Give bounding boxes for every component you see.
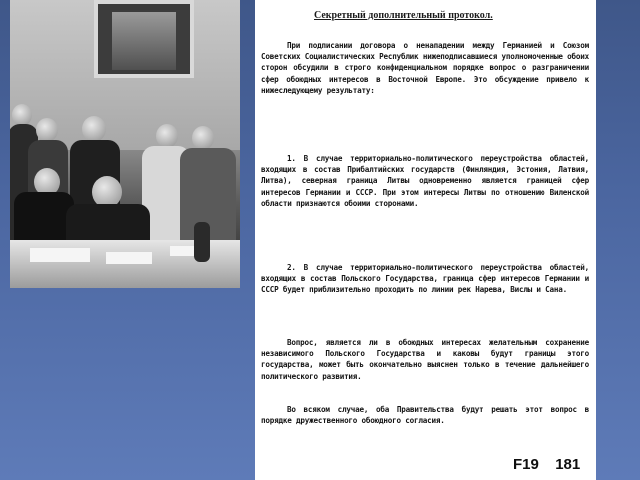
figure-head [12, 104, 32, 126]
document-paragraph-3: Вопрос, является ли в обоюдных интересах желательным сохранение независимого Польского Государства и каковы будут границы этого государства, может быть окончательно выяснен только в течение дальнейшего политического развития. [261, 338, 589, 381]
document-paragraph-1: 1. В случае территориально-политического переустройства областей, входящих в состав Прибалтийских государств (Финляндия, Эстония, Латвия, Литва), северная граница Литвы одновременно является границей сфер интересов Германии и СССР. При этом интересы Литвы по отношению Виленской области признаются обоими сторонами. [261, 154, 589, 208]
document-paper [106, 252, 152, 264]
figure-head [36, 118, 58, 142]
telephone [194, 222, 210, 262]
page-number: 181 [555, 456, 581, 473]
document-page [255, 0, 596, 480]
figure-head [156, 124, 178, 148]
document-paragraph-4: Во всяком случае, оба Правительства будут решать этот вопрос в порядке дружественного обоюдного согласия. [261, 405, 589, 426]
wall-portrait [94, 0, 194, 78]
figure-head [82, 116, 106, 142]
document-title: Секретный дополнительный протокол. [314, 10, 493, 21]
historical-photo [10, 0, 240, 288]
document-paper [30, 248, 90, 262]
wall-portrait-figure [112, 12, 176, 70]
document-paragraph-2: 2. В случае территориально-политического переустройства областей, входящих в состав Польского Государства, граница сфер интересов Германии и СССР будет приблизительно проходить по линии рек Нарева, Вислы и Сана. [261, 263, 589, 295]
document-paragraph-intro: При подписании договора о ненападении между Германией и Союзом Советских Социалистических Республик нижеподписавшиеся уполномоченные обоих сторон обсудили в строго конфиденциальном порядке вопрос о разграничении сфер обоюдных интересов в Восточной Европе. Это обсуждение привело к нижеследующему результату: [261, 41, 589, 95]
archive-page-marker [513, 456, 580, 473]
figure-head [192, 126, 214, 150]
archive-code: F19 [513, 456, 539, 473]
